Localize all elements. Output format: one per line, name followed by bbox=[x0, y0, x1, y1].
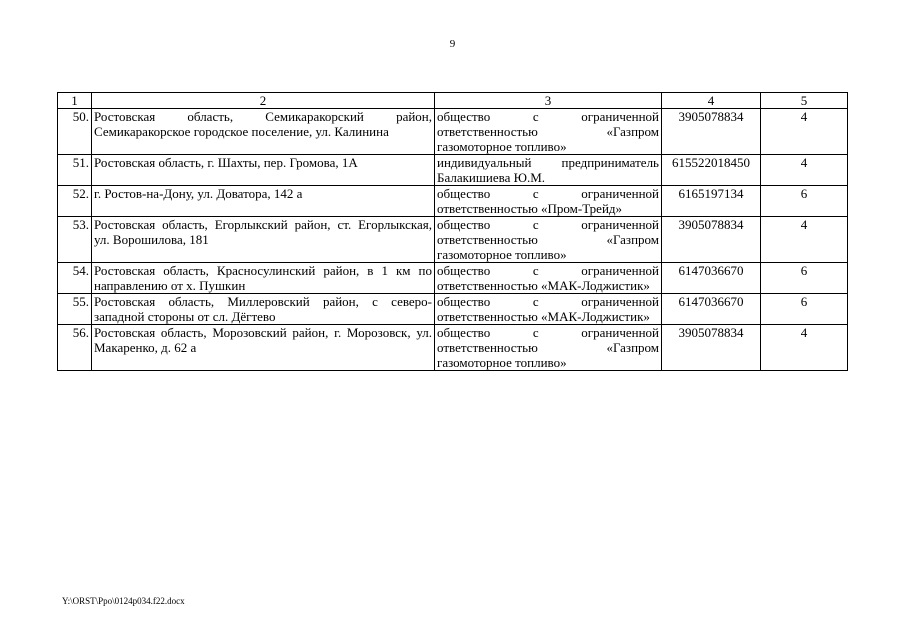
table-row bbox=[58, 186, 848, 217]
row-inn: 3905078834 bbox=[662, 109, 761, 155]
row-number: 52. bbox=[58, 186, 92, 217]
table-row bbox=[58, 294, 848, 325]
row-address: Ростовская область, Красносулинский район, в 1 км по направлению от х. Пушкин bbox=[92, 263, 435, 294]
column-header-organization: 3 bbox=[435, 93, 662, 109]
table-header-row bbox=[58, 93, 848, 109]
row-class: 4 bbox=[761, 155, 848, 186]
row-number: 56. bbox=[58, 325, 92, 371]
row-address: Ростовская область, Морозовский район, г. Морозовск, ул. Макаренко, д. 62 а bbox=[92, 325, 435, 371]
row-number: 54. bbox=[58, 263, 92, 294]
row-address: Ростовская область, Миллеровский район, с северо-западной стороны от сл. Дёгтево bbox=[92, 294, 435, 325]
row-inn: 6147036670 bbox=[662, 263, 761, 294]
row-class: 4 bbox=[761, 217, 848, 263]
row-organization: общество с ограниченной ответственностью «Газпром газомоторное топливо» bbox=[435, 217, 662, 263]
row-number: 55. bbox=[58, 294, 92, 325]
table-row bbox=[58, 263, 848, 294]
table-row bbox=[58, 325, 848, 371]
row-number: 50. bbox=[58, 109, 92, 155]
row-address: Ростовская область, Егорлыкский район, ст. Егорлыкская, ул. Ворошилова, 181 bbox=[92, 217, 435, 263]
row-class: 4 bbox=[761, 109, 848, 155]
row-class: 4 bbox=[761, 325, 848, 371]
row-inn: 3905078834 bbox=[662, 325, 761, 371]
row-inn: 615522018450 bbox=[662, 155, 761, 186]
column-header-class: 5 bbox=[761, 93, 848, 109]
row-organization: общество с ограниченной ответственностью «Газпром газомоторное топливо» bbox=[435, 325, 662, 371]
row-number: 51. bbox=[58, 155, 92, 186]
page-number: 9 bbox=[449, 38, 456, 50]
row-organization: общество с ограниченной ответственностью «МАК-Лоджистик» bbox=[435, 294, 662, 325]
row-address: Ростовская область, Семикаракорский район, Семикаракорское городское поселение, ул. Калинина bbox=[92, 109, 435, 155]
column-header-address: 2 bbox=[92, 93, 435, 109]
row-organization: индивидуальный предприниматель Балакишиева Ю.М. bbox=[435, 155, 662, 186]
table-row bbox=[58, 155, 848, 186]
row-class: 6 bbox=[761, 294, 848, 325]
column-header-inn: 4 bbox=[662, 93, 761, 109]
row-organization: общество с ограниченной ответственностью «Пром-Трейд» bbox=[435, 186, 662, 217]
row-number: 53. bbox=[58, 217, 92, 263]
row-class: 6 bbox=[761, 263, 848, 294]
registry-table bbox=[57, 92, 848, 371]
table-row bbox=[58, 217, 848, 263]
row-organization: общество с ограниченной ответственностью «МАК-Лоджистик» bbox=[435, 263, 662, 294]
row-address: Ростовская область, г. Шахты, пер. Громова, 1А bbox=[92, 155, 435, 186]
row-address: г. Ростов-на-Дону, ул. Доватора, 142 а bbox=[92, 186, 435, 217]
column-header-number: 1 bbox=[58, 93, 92, 109]
table-row bbox=[58, 109, 848, 155]
row-inn: 6165197134 bbox=[662, 186, 761, 217]
row-inn: 6147036670 bbox=[662, 294, 761, 325]
footer-file-path: Y:\ORST\Ppo\0124p034.f22.docx bbox=[62, 596, 185, 606]
row-organization: общество с ограниченной ответственностью «Газпром газомоторное топливо» bbox=[435, 109, 662, 155]
row-class: 6 bbox=[761, 186, 848, 217]
row-inn: 3905078834 bbox=[662, 217, 761, 263]
